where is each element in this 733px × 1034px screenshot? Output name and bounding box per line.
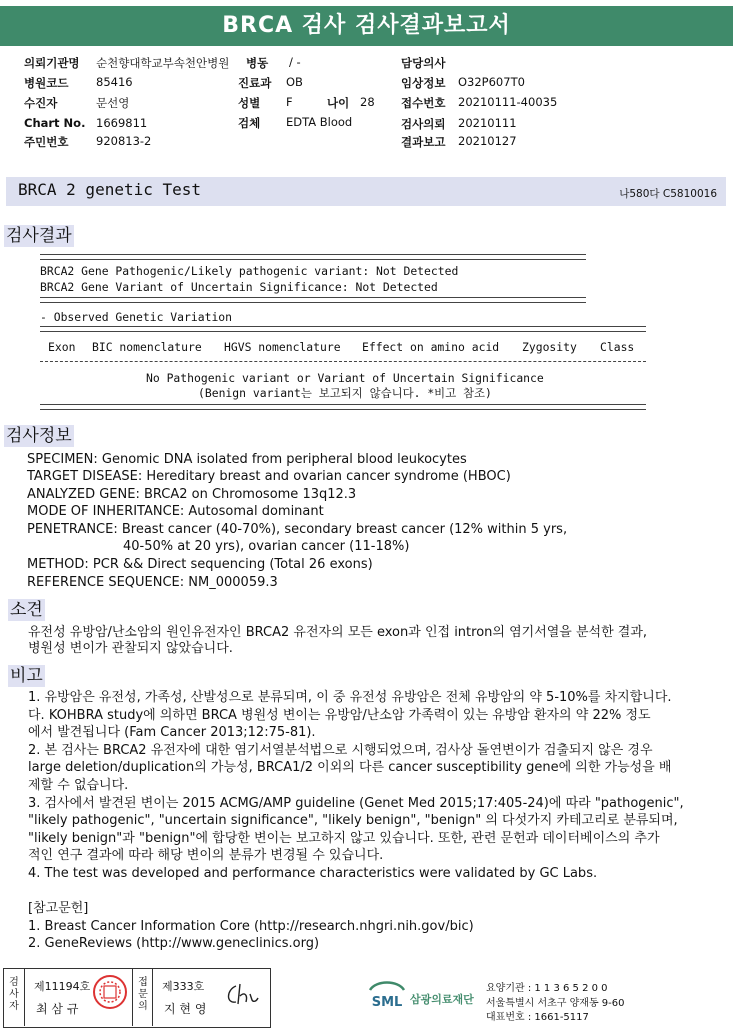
header-value-clinical-info: O32P607T0: [458, 75, 525, 89]
info-specimen: SPECIMEN: Genomic DNA isolated from peripheral blood leukocytes: [27, 452, 467, 467]
header-label-report-date: 결과보고: [401, 135, 446, 149]
header-value-department: OB: [286, 75, 303, 89]
results-rule-top: [40, 254, 586, 260]
info-penetrance: PENETRANCE: Breast cancer (40-70%), secondary breast cancer (12% within 5 yrs,: [27, 522, 568, 537]
findings-line-2: 병원성 변이가 관찰되지 않았습니다.: [28, 641, 233, 656]
org-address: 서울특별시 서초구 양재동 9-60: [486, 998, 625, 1009]
info-analyzed-gene: ANALYZED GENE: BRCA2 on Chromosome 13q12.3: [27, 487, 357, 502]
table-rule-top: [40, 326, 646, 332]
references-heading: [참고문헌]: [28, 901, 89, 916]
signature-divider: [152, 968, 153, 1026]
table-rule-bottom: [40, 404, 646, 410]
header-label-department: 진료과: [238, 76, 272, 90]
approver-license-no: 제333호: [162, 980, 205, 993]
notes-heading: 비고: [10, 666, 43, 686]
header-value-hospital-code: 85416: [96, 75, 133, 89]
results-rule-mid: [40, 297, 586, 303]
signature-divider: [24, 968, 25, 1026]
tester-label: 검 사 자: [9, 977, 19, 1012]
header-label-specimen: 검체: [238, 116, 261, 130]
header-value-chart-no: 1669811: [96, 116, 148, 130]
note-line: 다. KOHBRA study에 의하면 BRCA 병원성 변이는 유방암/난소암 가족력이 있는 유방암 환자의 약 22% 정도: [28, 708, 651, 723]
info-method: METHOD: PCR && Direct sequencing (Total 26 exons): [27, 557, 373, 572]
header-label-age: 나이: [327, 96, 350, 110]
reference-item: 1. Breast Cancer Information Core (http://research.nhgri.nih.gov/bic): [28, 919, 474, 934]
table-dash-rule: [40, 361, 646, 362]
header-value-patient: 문선영: [96, 96, 130, 110]
tester-name: 최 삼 규: [36, 1002, 79, 1016]
info-target-disease: TARGET DISEASE: Hereditary breast and ovarian cancer syndrome (HBOC): [27, 469, 511, 484]
result-pathogenic-line: BRCA2 Gene Pathogenic/Likely pathogenic variant: Not Detected: [40, 264, 459, 278]
logo-text: SML: [371, 995, 403, 1010]
org-name: 삼광의료재단: [410, 993, 474, 1006]
header-label-request-date: 검사의뢰: [401, 117, 446, 131]
note-line: "likely benign"과 "benign"에 합당한 변이는 보고하지 않고 있습니다. 또한, 관련 문헌과 데이터베이스의 추가: [28, 831, 660, 846]
col-hgvs-nomenclature: HGVS nomenclature: [224, 340, 341, 354]
col-exon: Exon: [48, 340, 76, 354]
org-phone: 대표번호 : 1661-5117: [486, 1012, 589, 1023]
header-label-sex: 성별: [238, 96, 261, 110]
header-label-clinical-info: 임상정보: [401, 76, 446, 90]
report-title: BRCA 검사 검사결과보고서: [222, 13, 511, 38]
note-line: 2. 본 검사는 BRCA2 유전자에 대한 염기서열분석법으로 시행되었으며, 검사상 돌연변이가 검출되지 않은 경우: [28, 743, 653, 758]
header-label-resident-no: 주민번호: [24, 135, 69, 149]
findings-line-1: 유전성 유방암/난소암의 원인유전자인 BRCA2 유전자의 모든 exon과 인접 intron의 염기서열을 분석한 결과,: [28, 625, 648, 640]
tester-license-no: 제11194호: [34, 980, 91, 993]
reference-item: 2. GeneReviews (http://www.geneclinics.org): [28, 936, 320, 951]
header-value-institution: 순천향대학교부속천안병원: [96, 56, 230, 70]
header-label-chart-no: Chart No.: [24, 116, 86, 130]
sml-logo-icon: [366, 978, 408, 1010]
header-value-sex: F: [286, 95, 293, 109]
header-value-specimen: EDTA Blood: [286, 115, 353, 129]
no-variant-line: No Pathogenic variant or Variant of Uncertain Significance: [146, 371, 544, 385]
note-line: 에서 발견됩니다 (Fam Cancer 2013;12:75-81).: [28, 725, 316, 740]
header-value-report-date: 20210127: [458, 134, 517, 148]
header-value-age: 28: [360, 95, 375, 109]
col-zygosity: Zygosity: [522, 340, 577, 354]
test-code: 나580다 C5810016: [619, 188, 717, 200]
note-line: 3. 검사에서 발견된 변이는 2015 ACMG/AMP guideline (Genet Med 2015;17:405-24)에 따라 "pathogenic",: [28, 796, 684, 811]
benign-note-line: (Benign variant는 보고되지 않습니다. *비고 참조): [198, 386, 492, 400]
header-label-patient: 수진자: [24, 96, 58, 110]
info-penetrance-cont: 40-50% at 20 yrs), ovarian cancer (11-18%): [123, 539, 410, 554]
header-label-ward: 병동: [246, 56, 269, 70]
approver-label: 접 문 의: [138, 977, 148, 1012]
col-bic-nomenclature: BIC nomenclature: [92, 340, 202, 354]
note-line: "likely pathogenic", "uncertain significance", "likely benign", "benign" 의 다섯가지 카테고리로 분류되며,: [28, 813, 678, 828]
note-line: 1. 유방암은 유전성, 가족성, 산발성으로 분류되며, 이 중 유전성 유방암은 전체 유방암의 약 5-10%를 차지합니다.: [28, 690, 672, 705]
col-class: Class: [600, 340, 635, 354]
note-line: 적인 연구 결과에 따라 해당 변이의 분류가 변경될 수 있습니다.: [28, 848, 384, 863]
findings-heading: 소견: [10, 600, 43, 620]
header-label-accession-no: 접수번호: [401, 96, 446, 110]
header-label-doctor: 담당의사: [401, 56, 446, 70]
info-inheritance: MODE OF INHERITANCE: Autosomal dominant: [27, 504, 324, 519]
tester-seal-icon: [92, 974, 128, 1010]
results-heading: 검사결과: [6, 226, 72, 246]
note-line: large deletion/duplication의 가능성, BRCA1/2 이외의 다른 cancer susceptibility gene에 의한 가능성을 배: [28, 760, 672, 775]
result-vus-line: BRCA2 Gene Variant of Uncertain Significance: Not Detected: [40, 280, 438, 294]
col-effect-amino-acid: Effect on amino acid: [362, 340, 500, 354]
observed-variation-label: - Observed Genetic Variation: [40, 310, 233, 324]
approver-name: 지 현 영: [164, 1002, 207, 1016]
header-value-ward: / -: [289, 55, 301, 69]
header-value-request-date: 20210111: [458, 116, 517, 130]
header-label-institution: 의뢰기관명: [24, 56, 80, 70]
org-code: 요양기관 : 1 1 3 6 5 2 0 0: [486, 983, 608, 994]
note-line: 제할 수 없습니다.: [28, 778, 129, 793]
header-value-accession-no: 20210111-40035: [458, 95, 558, 109]
test-name: BRCA 2 genetic Test: [18, 180, 202, 199]
approver-signature-icon: [222, 980, 262, 1010]
signature-divider: [132, 968, 133, 1026]
note-line: 4. The test was developed and performance characteristics were validated by GC Labs.: [28, 866, 598, 881]
info-heading: 검사정보: [6, 426, 72, 446]
info-reference-sequence: REFERENCE SEQUENCE: NM_000059.3: [27, 575, 278, 590]
header-label-hospital-code: 병원코드: [24, 76, 69, 90]
header-value-resident-no: 920813-2: [96, 134, 152, 148]
